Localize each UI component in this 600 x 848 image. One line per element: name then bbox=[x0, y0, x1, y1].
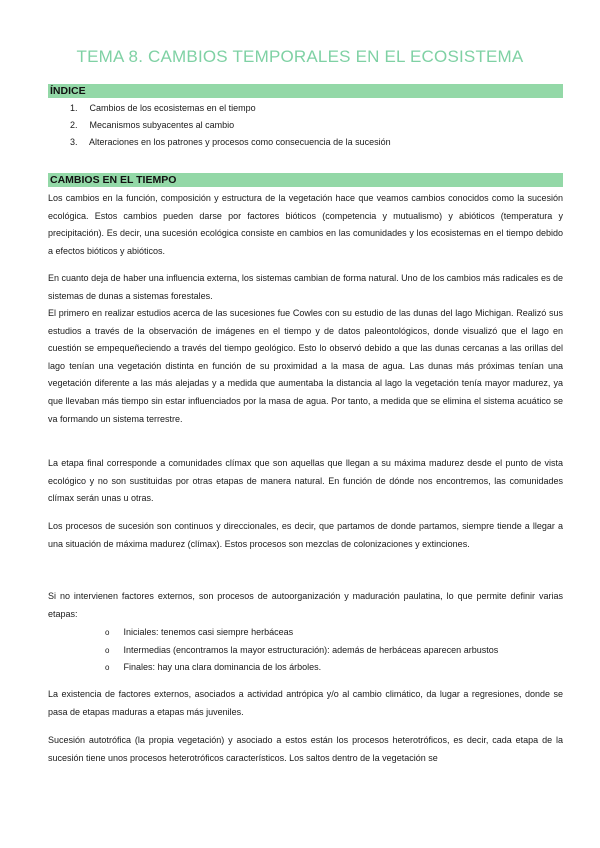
paragraph: La etapa final corresponde a comunidades clímax que son aquellas que llegan a su máxima madurez desde el punto de vista ecológico y no son sustituidas por otras etapas de manera natural. En función de dónde nos encontremos, las comunidades clímax serán unas u otras. bbox=[48, 458, 563, 504]
toc-item-text: Alteraciones en los patrones y procesos como consecuencia de la sucesión bbox=[89, 137, 391, 147]
list-item bbox=[105, 659, 498, 677]
stage-list bbox=[105, 624, 498, 677]
list-item-text: Intermedias (encontramos la mayor estructuración): además de herbáceas aparecen arbustos bbox=[123, 644, 499, 655]
toc-item-number: 1. bbox=[70, 103, 78, 113]
toc-item bbox=[70, 134, 391, 151]
paragraph: La existencia de factores externos, asociados a actividad antrópica y/o al cambio climático, da lugar a regresiones, donde se pasa de etapas maduras a etapas más juveniles. bbox=[48, 689, 563, 717]
list-item bbox=[105, 624, 498, 642]
index-heading-bar bbox=[48, 84, 563, 98]
paragraph: El primero en realizar estudios acerca de las sucesiones fue Cowles con su estudio de las dunas del lago Michigan. Realizó sus estudios a través de la observación de imágenes en el tiempo y de datos paleontológicos, donde visualizó que el lago en cuestión se empequeñeciendo a través del tiempo geológico. Esto lo observó debido a que las dunas cercanas a las orillas del lago tenían una vegetación distinta en función de su proximidad a la masa de agua. Las dunas más próximas tenían una vegetación diferente a las más alejadas y a medida que aumentaba la distancia al lago la vegetación tenía mayor madurez, ya que llevaban más tiempo sin estar influenciados por la masa de agua. Por tanto, a medida que se elimina el sistema acuático se va formando un sistema terrestre. bbox=[48, 308, 563, 424]
toc-item-number: 3. bbox=[70, 137, 78, 147]
bullet-mark: o bbox=[105, 645, 110, 655]
paragraph: Los cambios en la función, composición y estructura de la vegetación hace que veamos cambios conocidos como la sucesión ecológica. Estos cambios pueden darse por factores bióticos (competencia y mutualismo) y abióticos (temperatura y precipitación). Es decir, una sucesión ecológica consiste en cambios en las comunidades y los ecosistemas en el tiempo debido a efectos bióticos y abióticos. bbox=[48, 193, 563, 256]
toc-item-number: 2. bbox=[70, 120, 78, 130]
paragraph: Los procesos de sucesión son continuos y direccionales, es decir, que partamos de donde partamos, siempre tiende a llegar a una situación de máxima madurez (clímax). Estos procesos son mezclas de colonizaciones y extinciones. bbox=[48, 521, 563, 549]
list-item-text: Iniciales: tenemos casi siempre herbáceas bbox=[123, 627, 294, 637]
toc-item-text: Mecanismos subyacentes al cambio bbox=[89, 120, 235, 130]
paragraph: Si no intervienen factores externos, son procesos de autoorganización y maduración paulatina, lo que permite definir varias etapas: bbox=[48, 591, 563, 619]
document-title: TEMA 8. CAMBIOS TEMPORALES EN EL ECOSISTEMA bbox=[76, 47, 524, 66]
section-heading: CAMBIOS EN EL TIEMPO bbox=[50, 174, 177, 186]
toc-item bbox=[70, 100, 391, 117]
table-of-contents bbox=[70, 100, 391, 151]
section-heading-bar bbox=[48, 173, 563, 187]
toc-item bbox=[70, 117, 391, 134]
bullet-mark: o bbox=[105, 663, 110, 673]
list-item-text: Finales: hay una clara dominancia de los árboles. bbox=[123, 662, 322, 673]
paragraph: Sucesión autotrófica (la propia vegetación) y asociado a estos están los procesos heterotróficos, es decir, cada etapa de la sucesión tiene unos procesos heterotróficos característicos. Los saltos dentro de la vegetación se bbox=[48, 735, 563, 763]
bullet-mark: o bbox=[105, 628, 110, 637]
paragraph: En cuanto deja de haber una influencia externa, los sistemas cambian de forma natural. Uno de los cambios más radicales es de sistemas de dunas a sistemas forestales. bbox=[48, 273, 563, 301]
index-heading: ÍNDICE bbox=[50, 85, 86, 97]
list-item bbox=[105, 642, 498, 660]
toc-item-text: Cambios de los ecosistemas en el tiempo bbox=[89, 103, 256, 113]
